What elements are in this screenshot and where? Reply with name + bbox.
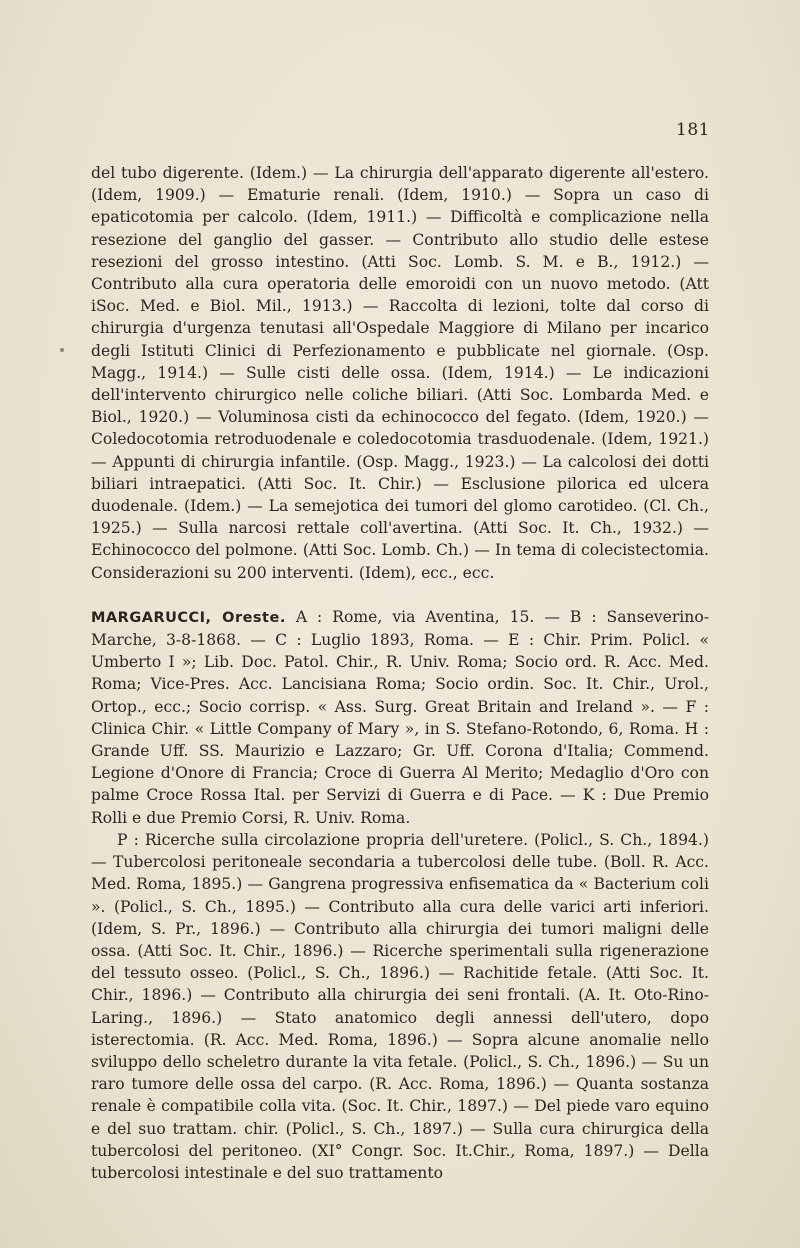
page-body bbox=[91, 162, 709, 1184]
biography-entry bbox=[91, 606, 709, 829]
entry-bio: A : Rome, via Aventina, 15. — B : Sanseverino-Marche, 3-8-1868. — C : Luglio 1893, Roma. — E : Chir. Prim. Policl. « Umberto I »; Lib. Doc. Patol. Chir., R. Univ. Roma; Socio ord. R. Acc. Med. Roma; Vice-Pres. Acc. Lancisiana Roma; Socio ordin. Soc. It. Chir., Urol., Ortop., ecc.; Socio corrisp. « Ass. Surg. Great Britain and Ireland ». — F : Clinica Chir. « Little Company of Mary », in S. Stefano-Rotondo, 6, Roma. H : Grande Uff. SS. Maurizio e Lazzaro; Gr. Uff. Corona d'Italia; Commend. Legione d'Onore di Francia; Croce di Guerra Al Merito; Medaglio d'Oro con palme Croce Rossa Ital. per Servizi di Guerra e di Pace. — K : Due Premio Rolli e due Premio Corsi, R. Univ. Roma. bbox=[91, 607, 709, 827]
entry-name: MARGARUCCI, Oreste. bbox=[91, 609, 286, 626]
margin-dot bbox=[60, 348, 64, 352]
publications-paragraph: P : Ricerche sulla circolazione propria dell'uretere. (Policl., S. Ch., 1894.) — Tubercolosi peritoneale secondaria a tubercolosi delle tube. (Boll. R. Acc. Med. Roma, 1895.) — Gangrena progressiva enfisematica da « Bacterium coli ». (Policl., S. Ch., 1895.) — Contributo alla cura delle varici arti inferiori. (Idem, S. Pr., 1896.) — Contributo alla chirurgia dei tumori maligni delle ossa. (Atti Soc. It. Chir., 1896.) — Ricerche sperimentali sulla rigenerazione del tessuto osseo. (Policl., S. Ch., 1896.) — Rachitide fetale. (Atti Soc. It. Chir., 1896.) — Contributo alla chirurgia dei seni frontali. (A. It. Oto-Rino-Laring., 1896.) — Stato anatomico degli annessi dell'utero, dopo isterectomia. (R. Acc. Med. Roma, 1896.) — Sopra alcune anomalie nello sviluppo dello scheletro durante la vita fetale. (Policl., S. Ch., 1896.) — Su un raro tumore delle ossa del carpo. (R. Acc. Roma, 1896.) — Quanta sostanza renale è compatibile colla vita. (Soc. It. Chir., 1897.) — Del piede varo equino e del suo trattam. chir. (Policl., S. Ch., 1897.) — Sulla cura chirurgica della tubercolosi del peritoneo. (XI° Congr. Soc. It.Chir., Roma, 1897.) — Della tubercolosi intestinale e del suo trattamento bbox=[91, 830, 709, 1182]
continued-paragraph: del tubo digerente. (Idem.) — La chirurgia dell'apparato digerente all'estero. (Idem, 1909.) — Ematurie renali. (Idem, 1910.) — Sopra un caso di epaticotomia per calcolo. (Idem, 1911.) — Difficoltà e complicazione nella resezione del ganglio del gasser. — Contributo allo studio delle estese resezioni del grosso intestino. (Atti Soc. Lomb. S. M. e B., 1912.) — Contributo alla cura operatoria delle emoroidi con un nuovo metodo. (Att iSoc. Med. e Biol. Mil., 1913.) — Raccolta di lezioni, tolte dal corso di chirurgia d'urgenza tenutasi all'Ospedale Maggiore di Milano per incarico degli Istituti Clinici di Perfezionamento e pubblicate nel giornale. (Osp. Magg., 1914.) — Sulle cisti delle ossa. (Idem, 1914.) — Le indicazioni dell'intervento chirurgico nelle coliche biliari. (Atti Soc. Lombarda Med. e Biol., 1920.) — Voluminosa cisti da echinococco del fegato. (Idem, 1920.) — Coledocotomia retroduodenale e coledocotomia trasduodenale. (Idem, 1921.) — Appunti di chirurgia infantile. (Osp. Magg., 1923.) — La calcolosi dei dotti biliari intraepatici. (Atti Soc. It. Chir.) — Esclusione pilorica ed ulcera duodenale. (Idem.) — La semejotica dei tumori del glomo carotideo. (Cl. Ch., 1925.) — Sulla narcosi rettale coll'avertina. (Atti Soc. It. Ch., 1932.) — Echinococco del polmone. (Atti Soc. Lomb. Ch.) — In tema di colecistectomia. Considerazioni su 200 interventi. (Idem), ecc., ecc. bbox=[91, 164, 709, 582]
page-number: 181 bbox=[676, 120, 710, 140]
